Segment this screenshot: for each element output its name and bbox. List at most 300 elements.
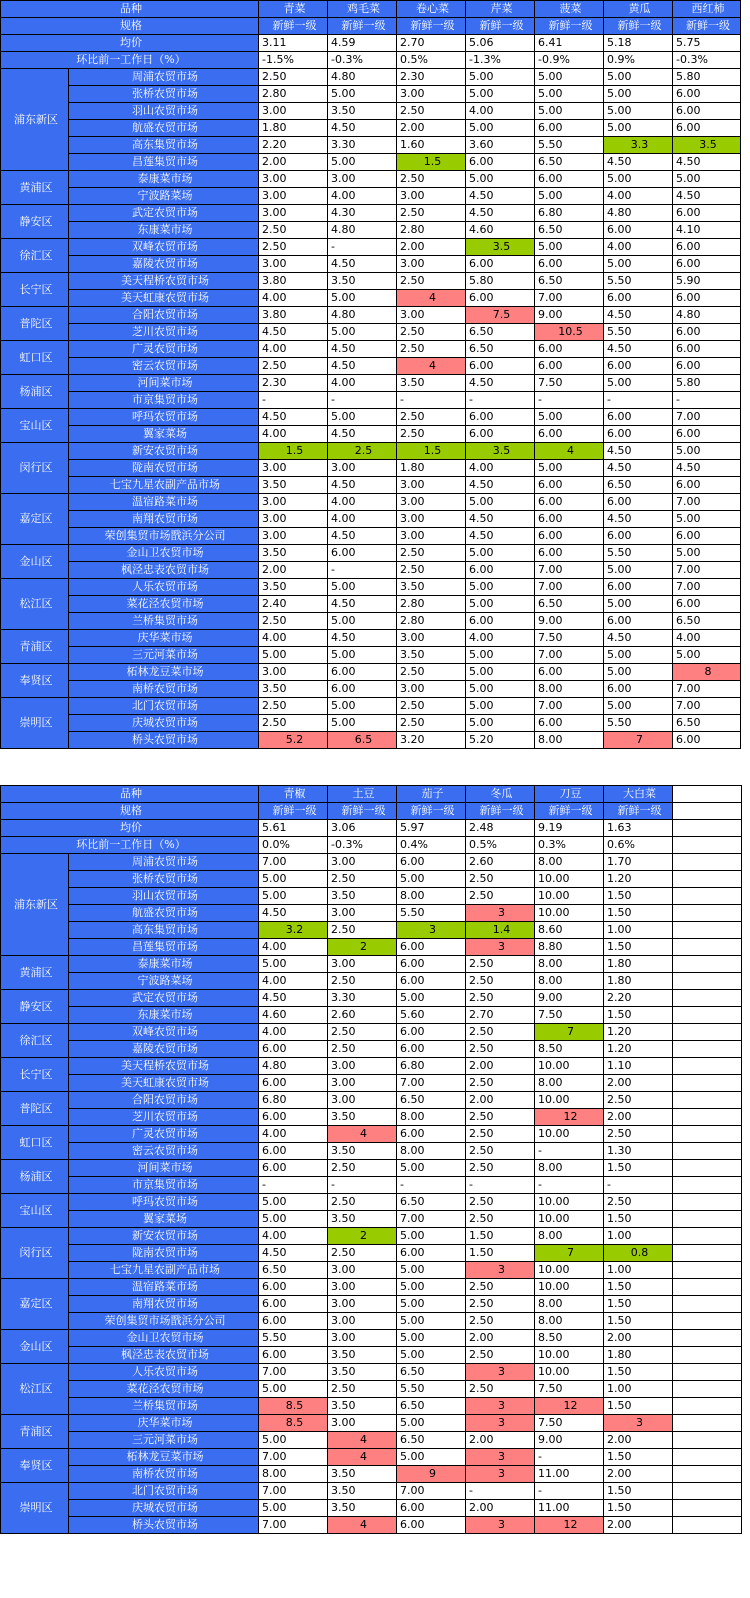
- price-cell: 8.00: [535, 973, 604, 990]
- price-cell: -: [397, 392, 466, 409]
- avg-row-cell: 2.70: [397, 35, 466, 52]
- avg-row-cell: 5.97: [397, 820, 466, 837]
- price-cell: 3: [466, 1398, 535, 1415]
- district-label: 静安区: [1, 205, 69, 239]
- table-row: [1, 528, 741, 545]
- price-cell: 4.80: [328, 307, 397, 324]
- market-name: 张桥农贸市场: [69, 871, 259, 888]
- spec-row-cell: 新鲜一级: [535, 803, 604, 820]
- price-cell: 3: [466, 905, 535, 922]
- price-cell: 6.00: [535, 358, 604, 375]
- table-row: [1, 1007, 742, 1024]
- price-cell: 5.00: [466, 596, 535, 613]
- price-cell: 5.00: [466, 171, 535, 188]
- district-label: 松江区: [1, 1364, 69, 1415]
- price-cell: 6.00: [328, 545, 397, 562]
- price-cell: 7: [604, 732, 673, 749]
- price-cell: 6.00: [673, 732, 741, 749]
- price-cell: 2.80: [397, 613, 466, 630]
- market-name: 金山卫农贸市场: [69, 545, 259, 562]
- blank-cell: [673, 1500, 742, 1517]
- price-cell: 6.00: [397, 956, 466, 973]
- market-name: 三元河菜市场: [69, 1432, 259, 1449]
- price-cell: 3.5: [673, 137, 741, 154]
- price-cell: 4.50: [466, 477, 535, 494]
- price-cell: 1.50: [604, 1279, 673, 1296]
- market-name: 翼家菜场: [69, 426, 259, 443]
- price-cell: 5.00: [604, 596, 673, 613]
- price-cell: 7.50: [535, 1007, 604, 1024]
- change-row-cell: -0.3%: [673, 52, 741, 69]
- price-cell: 4.80: [328, 69, 397, 86]
- header-row-label: 品种: [1, 786, 259, 803]
- price-cell: 8.60: [535, 922, 604, 939]
- price-cell: 2.50: [466, 1194, 535, 1211]
- price-cell: 10.00: [535, 1194, 604, 1211]
- price-cell: 6.00: [397, 1500, 466, 1517]
- market-name: 兰桥集贸市场: [69, 1398, 259, 1415]
- price-cell: 5.00: [259, 871, 328, 888]
- price-cell: 6.00: [466, 154, 535, 171]
- price-cell: 3.00: [328, 1415, 397, 1432]
- district-label: 宝山区: [1, 409, 69, 443]
- price-cell: 5.60: [397, 1007, 466, 1024]
- price-cell: 3.80: [259, 273, 328, 290]
- price-cell: 5.00: [466, 69, 535, 86]
- table-row: [1, 222, 741, 239]
- price-cell: 7.00: [397, 1075, 466, 1092]
- spec-row-cell: 新鲜一级: [397, 803, 466, 820]
- price-cell: 4.50: [259, 324, 328, 341]
- market-name: 翼家菜场: [69, 1211, 259, 1228]
- price-cell: 2.00: [466, 1058, 535, 1075]
- price-cell: 2.50: [259, 698, 328, 715]
- price-cell: -: [535, 1483, 604, 1500]
- price-cell: 4.50: [259, 409, 328, 426]
- blank-cell: [673, 837, 742, 854]
- table-row: [1, 922, 742, 939]
- market-name: 东康菜市场: [69, 222, 259, 239]
- price-cell: 7.00: [397, 1483, 466, 1500]
- price-cell: 4.10: [673, 222, 741, 239]
- price-cell: 3.50: [328, 1483, 397, 1500]
- price-cell: 8.00: [535, 1160, 604, 1177]
- price-cell: 6.00: [535, 494, 604, 511]
- price-cell: 4.80: [604, 205, 673, 222]
- price-cell: 7: [535, 1245, 604, 1262]
- market-name: 美天虹康农贸市场: [69, 290, 259, 307]
- price-cell: 4.00: [466, 630, 535, 647]
- price-cell: 10.00: [535, 1211, 604, 1228]
- price-cell: 3.00: [397, 256, 466, 273]
- price-cell: 2.30: [397, 69, 466, 86]
- price-cell: 6.00: [535, 120, 604, 137]
- price-cell: 5.00: [397, 1330, 466, 1347]
- price-cell: 6.00: [604, 494, 673, 511]
- price-cell: 2.00: [397, 239, 466, 256]
- table-row: [1, 511, 741, 528]
- price-cell: 5.00: [259, 1381, 328, 1398]
- price-cell: 5.00: [535, 239, 604, 256]
- price-cell: 5.00: [259, 1432, 328, 1449]
- price-cell: 1.60: [397, 137, 466, 154]
- market-name: 双峰农贸市场: [69, 1024, 259, 1041]
- change-row-cell: 0.3%: [535, 837, 604, 854]
- blank-cell: [673, 1024, 742, 1041]
- price-cell: 2.50: [466, 1160, 535, 1177]
- price-cell: 2.80: [397, 222, 466, 239]
- price-cell: 3.00: [328, 1262, 397, 1279]
- header-row-cell: 西红柿: [673, 1, 741, 18]
- price-cell: 2.50: [466, 956, 535, 973]
- header-row-cell: 黄瓜: [604, 1, 673, 18]
- table-row: [1, 1296, 742, 1313]
- header-row-cell: 冬瓜: [466, 786, 535, 803]
- price-cell: 4.00: [259, 290, 328, 307]
- price-cell: 6.00: [397, 939, 466, 956]
- table-row: [1, 239, 741, 256]
- district-label: 虹口区: [1, 1126, 69, 1160]
- price-cell: 3.00: [397, 494, 466, 511]
- price-cell: 2.00: [604, 1517, 673, 1534]
- price-cell: 2.50: [397, 409, 466, 426]
- market-name: 南桥农贸市场: [69, 681, 259, 698]
- price-cell: 6.50: [259, 1262, 328, 1279]
- price-cell: 2.00: [466, 1432, 535, 1449]
- change-row: [1, 52, 741, 69]
- table-row: [1, 307, 741, 324]
- price-table-1: [0, 0, 741, 749]
- price-cell: 10.00: [535, 871, 604, 888]
- price-cell: 2.50: [397, 698, 466, 715]
- price-cell: 6.00: [535, 341, 604, 358]
- price-cell: -: [397, 1177, 466, 1194]
- table-row: [1, 460, 741, 477]
- price-cell: 6.00: [397, 1024, 466, 1041]
- price-cell: -: [466, 392, 535, 409]
- price-cell: 5.80: [466, 273, 535, 290]
- price-cell: -: [328, 239, 397, 256]
- price-cell: 5.00: [397, 1449, 466, 1466]
- price-cell: 6.00: [673, 358, 741, 375]
- price-cell: 1.50: [604, 1313, 673, 1330]
- market-name: 嘉陵农贸市场: [69, 1041, 259, 1058]
- table-row: [1, 1092, 742, 1109]
- price-cell: 4.50: [328, 630, 397, 647]
- blank-cell: [673, 1398, 742, 1415]
- price-cell: 6.00: [259, 1160, 328, 1177]
- price-cell: 4.50: [673, 460, 741, 477]
- price-cell: 4.50: [328, 426, 397, 443]
- header-row-label: 品种: [1, 1, 259, 18]
- price-cell: 7.00: [259, 1483, 328, 1500]
- price-cell: 4: [397, 290, 466, 307]
- header-row: [1, 1, 741, 18]
- price-cell: 6.50: [397, 1398, 466, 1415]
- blank-cell: [673, 854, 742, 871]
- market-name: 金山卫农贸市场: [69, 1330, 259, 1347]
- district-label: 杨浦区: [1, 1160, 69, 1194]
- price-cell: 3.00: [397, 511, 466, 528]
- table-row: [1, 171, 741, 188]
- price-cell: 4.60: [259, 1007, 328, 1024]
- table-row: [1, 375, 741, 392]
- market-name: 广灵农贸市场: [69, 1126, 259, 1143]
- price-cell: 5.00: [535, 69, 604, 86]
- price-cell: 6.00: [466, 426, 535, 443]
- avg-row-cell: 5.61: [259, 820, 328, 837]
- table-row: [1, 990, 742, 1007]
- price-cell: 6.80: [535, 205, 604, 222]
- price-cell: 2.50: [466, 1024, 535, 1041]
- market-name: 人乐农贸市场: [69, 1364, 259, 1381]
- price-cell: 5.00: [604, 171, 673, 188]
- blank-cell: [673, 1517, 742, 1534]
- price-cell: -: [328, 1177, 397, 1194]
- market-name: 呼玛农贸市场: [69, 409, 259, 426]
- price-cell: 2: [328, 1228, 397, 1245]
- price-cell: 3.00: [328, 1092, 397, 1109]
- market-name: 枫泾忠表农贸市场: [69, 1347, 259, 1364]
- table-row: [1, 545, 741, 562]
- table-row: [1, 358, 741, 375]
- table-row: [1, 1449, 742, 1466]
- price-cell: 4.50: [328, 256, 397, 273]
- price-cell: 6.00: [466, 562, 535, 579]
- price-cell: 5.00: [604, 120, 673, 137]
- price-cell: 5.00: [397, 1262, 466, 1279]
- price-cell: 3.00: [397, 528, 466, 545]
- price-cell: 4.30: [328, 205, 397, 222]
- district-label: 奉贤区: [1, 1449, 69, 1483]
- district-label: 闵行区: [1, 443, 69, 494]
- avg-row-cell: 2.48: [466, 820, 535, 837]
- price-cell: 3.20: [397, 732, 466, 749]
- price-cell: 6.00: [673, 256, 741, 273]
- price-cell: 8.00: [535, 854, 604, 871]
- price-cell: 2.50: [328, 871, 397, 888]
- price-cell: 2.50: [466, 888, 535, 905]
- price-cell: -: [535, 1143, 604, 1160]
- district-label: 黄浦区: [1, 956, 69, 990]
- blank-cell: [673, 803, 742, 820]
- market-name: 泰康菜市场: [69, 171, 259, 188]
- price-cell: 7.00: [535, 562, 604, 579]
- price-cell: 5.00: [466, 647, 535, 664]
- change-row-cell: -1.5%: [259, 52, 328, 69]
- price-cell: 1.50: [604, 1483, 673, 1500]
- blank-cell: [673, 990, 742, 1007]
- price-cell: 4.50: [604, 443, 673, 460]
- price-cell: 3.50: [397, 579, 466, 596]
- price-cell: 6.00: [535, 664, 604, 681]
- spec-row-cell: 新鲜一级: [673, 18, 741, 35]
- table-row: [1, 973, 742, 990]
- table-row: [1, 494, 741, 511]
- district-label: 嘉定区: [1, 1279, 69, 1330]
- price-cell: 6.50: [466, 324, 535, 341]
- price-cell: -: [604, 392, 673, 409]
- price-cell: 3.00: [328, 1058, 397, 1075]
- price-cell: 5.00: [535, 188, 604, 205]
- table-row: [1, 273, 741, 290]
- table-row: [1, 562, 741, 579]
- price-cell: 4.00: [259, 1228, 328, 1245]
- price-cell: 8.00: [535, 1296, 604, 1313]
- price-cell: 11.00: [535, 1466, 604, 1483]
- price-cell: 2.50: [397, 324, 466, 341]
- price-cell: 5.50: [604, 715, 673, 732]
- price-cell: 2.50: [466, 1041, 535, 1058]
- price-cell: 5.00: [259, 888, 328, 905]
- price-cell: 4.00: [259, 939, 328, 956]
- blank-cell: [673, 1058, 742, 1075]
- table-row: [1, 1024, 742, 1041]
- blank-cell: [673, 1041, 742, 1058]
- avg-row-cell: 5.06: [466, 35, 535, 52]
- blank-cell: [673, 888, 742, 905]
- price-cell: 2.50: [397, 664, 466, 681]
- price-cell: 3.00: [328, 1330, 397, 1347]
- table-row: [1, 324, 741, 341]
- price-cell: 3.00: [328, 460, 397, 477]
- price-cell: 3.50: [328, 1109, 397, 1126]
- market-name: 芝川农贸市场: [69, 1109, 259, 1126]
- market-name: 泰康菜市场: [69, 956, 259, 973]
- price-cell: 3.50: [328, 1398, 397, 1415]
- price-cell: 2.50: [466, 1381, 535, 1398]
- price-cell: 5.00: [604, 86, 673, 103]
- blank-cell: [673, 1483, 742, 1500]
- price-cell: 2.50: [466, 1126, 535, 1143]
- header-row-cell: 茄子: [397, 786, 466, 803]
- price-cell: 3.50: [328, 888, 397, 905]
- price-cell: 2.40: [259, 596, 328, 613]
- table-row: [1, 154, 741, 171]
- blank-cell: [673, 1245, 742, 1262]
- price-cell: 5.50: [397, 1381, 466, 1398]
- market-name: 庆城农贸市场: [69, 1500, 259, 1517]
- price-cell: 4.00: [328, 494, 397, 511]
- price-cell: 5.00: [328, 698, 397, 715]
- price-cell: 7.00: [535, 698, 604, 715]
- price-cell: 5.00: [328, 409, 397, 426]
- table-row: [1, 69, 741, 86]
- price-cell: 1.5: [397, 443, 466, 460]
- price-cell: 8.00: [397, 1143, 466, 1160]
- market-name: 广灵农贸市场: [69, 341, 259, 358]
- price-cell: 2.50: [328, 1245, 397, 1262]
- price-cell: 2.50: [466, 871, 535, 888]
- table-row: [1, 1109, 742, 1126]
- district-label: 青浦区: [1, 630, 69, 664]
- table-row: [1, 1517, 742, 1534]
- price-cell: 6.00: [604, 528, 673, 545]
- price-cell: 4.50: [604, 307, 673, 324]
- district-label: 闵行区: [1, 1228, 69, 1279]
- price-cell: 4: [328, 1517, 397, 1534]
- price-cell: 7.50: [535, 1415, 604, 1432]
- price-cell: 4.50: [466, 375, 535, 392]
- price-cell: 6.50: [466, 341, 535, 358]
- price-cell: 2.50: [328, 1024, 397, 1041]
- price-cell: 10.00: [535, 1126, 604, 1143]
- market-name: 庆城农贸市场: [69, 715, 259, 732]
- table-row: [1, 596, 741, 613]
- price-cell: 6.00: [673, 103, 741, 120]
- price-cell: 6.00: [259, 1313, 328, 1330]
- price-cell: 4.50: [259, 990, 328, 1007]
- price-cell: 10.5: [535, 324, 604, 341]
- price-cell: 6.50: [535, 273, 604, 290]
- market-name: 荣创集贸市场戬浜分公司: [69, 528, 259, 545]
- price-cell: 6.00: [673, 120, 741, 137]
- price-cell: 5.00: [397, 1313, 466, 1330]
- price-cell: 1.50: [604, 1211, 673, 1228]
- price-cell: 7.50: [535, 1381, 604, 1398]
- price-cell: 3.00: [328, 854, 397, 871]
- price-cell: 7.00: [673, 562, 741, 579]
- price-cell: 8.50: [535, 1041, 604, 1058]
- price-cell: 5.00: [466, 579, 535, 596]
- table-row: [1, 1398, 742, 1415]
- market-name: 温宿路菜市场: [69, 494, 259, 511]
- price-cell: 1.00: [604, 1262, 673, 1279]
- price-cell: 2.50: [397, 171, 466, 188]
- price-cell: 2.20: [604, 990, 673, 1007]
- spec-row-label: 规格: [1, 803, 259, 820]
- header-row-cell: 鸡毛菜: [328, 1, 397, 18]
- price-cell: 5.00: [397, 1160, 466, 1177]
- price-cell: 4: [535, 443, 604, 460]
- price-cell: 4.50: [328, 358, 397, 375]
- price-cell: 4.50: [604, 630, 673, 647]
- market-name: 密云农贸市场: [69, 1143, 259, 1160]
- avg-row-cell: 6.41: [535, 35, 604, 52]
- table-row: [1, 1075, 742, 1092]
- price-cell: -: [466, 1483, 535, 1500]
- price-cell: 7.00: [259, 1449, 328, 1466]
- blank-cell: [673, 1466, 742, 1483]
- price-cell: 4.50: [328, 120, 397, 137]
- table-row: [1, 1347, 742, 1364]
- market-name: 菜花泾农贸市场: [69, 1381, 259, 1398]
- price-cell: 2.50: [604, 1194, 673, 1211]
- table-row: [1, 137, 741, 154]
- price-cell: 1.20: [604, 1041, 673, 1058]
- price-cell: 5.00: [604, 647, 673, 664]
- table-row: [1, 939, 742, 956]
- price-cell: 5.00: [535, 86, 604, 103]
- price-cell: 4.00: [604, 188, 673, 205]
- market-name: 周浦农贸市场: [69, 69, 259, 86]
- price-cell: 1.50: [604, 1500, 673, 1517]
- price-cell: 6.80: [259, 1092, 328, 1109]
- table-row: [1, 1432, 742, 1449]
- price-cell: 5.00: [466, 715, 535, 732]
- table-row: [1, 120, 741, 137]
- price-cell: 6.00: [259, 1075, 328, 1092]
- price-cell: -: [535, 392, 604, 409]
- blank-cell: [673, 939, 742, 956]
- spec-row-label: 规格: [1, 18, 259, 35]
- price-cell: 4.50: [604, 154, 673, 171]
- price-cell: 3.80: [259, 307, 328, 324]
- price-cell: 6.00: [328, 681, 397, 698]
- price-cell: 6.00: [673, 477, 741, 494]
- price-cell: 5.90: [673, 273, 741, 290]
- price-cell: 5.50: [604, 545, 673, 562]
